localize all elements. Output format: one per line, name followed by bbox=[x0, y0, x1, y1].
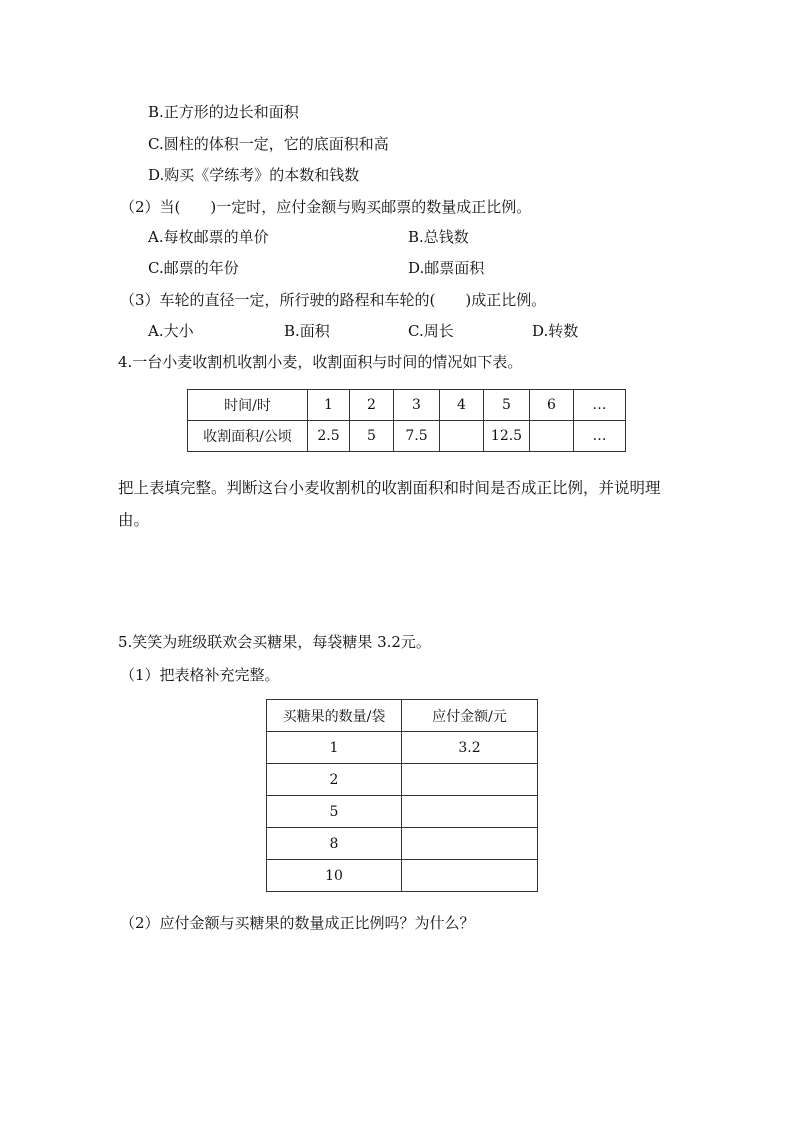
blank-cell[interactable] bbox=[530, 421, 574, 452]
q3-option-d: D.购买《学练考》的本数和钱数 bbox=[148, 166, 360, 184]
table-cell: 2 bbox=[267, 764, 402, 796]
table-cell: … bbox=[574, 390, 626, 421]
candy-table-header bbox=[267, 700, 538, 732]
harvest-table bbox=[187, 389, 626, 452]
q3-part2-option-b: B.总钱数 bbox=[408, 228, 469, 246]
q5-stem: 5.笑笑为班级联欢会买糖果，每袋糖果 3.2元。 bbox=[118, 633, 431, 651]
q3-option-c: C.圆柱的体积一定，它的底面积和高 bbox=[148, 135, 389, 153]
q3-part2-stem: （2）当( )一定时，应付金额与购买邮票的数量成正比例。 bbox=[120, 198, 532, 216]
q3-part3-option-b: B.面积 bbox=[284, 322, 330, 340]
q5-part1: （1）把表格补充完整。 bbox=[120, 666, 280, 684]
blank-cell[interactable] bbox=[402, 860, 538, 892]
table-cell: 1 bbox=[308, 390, 350, 421]
table-cell: 3 bbox=[394, 390, 440, 421]
table-cell: 10 bbox=[267, 860, 402, 892]
table-cell: 2 bbox=[350, 390, 394, 421]
table-cell: 收割面积/公顷 bbox=[188, 421, 308, 452]
q4-stem: 4.一台小麦收割机收割小麦，收割面积与时间的情况如下表。 bbox=[118, 353, 523, 371]
table-cell: 7.5 bbox=[394, 421, 440, 452]
table-cell: 8 bbox=[267, 828, 402, 860]
table-cell: 时间/时 bbox=[188, 390, 308, 421]
table-header-cell: 应付金额/元 bbox=[402, 700, 538, 732]
q3-part3-option-a: A.大小 bbox=[148, 322, 194, 340]
q3-part2-option-d: D.邮票面积 bbox=[408, 259, 485, 277]
table-row bbox=[267, 732, 538, 764]
blank-cell[interactable] bbox=[402, 764, 538, 796]
table-cell: 6 bbox=[530, 390, 574, 421]
q3-part2-option-c: C.邮票的年份 bbox=[148, 259, 239, 277]
q5-part2: （2）应付金额与买糖果的数量成正比例吗？为什么？ bbox=[120, 914, 475, 932]
harvest-table-row-time bbox=[188, 390, 626, 421]
table-header-cell: 买糖果的数量/袋 bbox=[267, 700, 402, 732]
q3-part2-option-a: A.每枚邮票的单价 bbox=[148, 228, 269, 246]
harvest-table-row-area bbox=[188, 421, 626, 452]
table-cell: 3.2 bbox=[402, 732, 538, 764]
table-cell: 1 bbox=[267, 732, 402, 764]
q4-task-line1: 把上表填完整。判断这台小麦收割机的收割面积和时间是否成正比例，并说明理 bbox=[118, 479, 661, 497]
table-cell: 12.5 bbox=[484, 421, 530, 452]
q3-part3-option-c: C.周长 bbox=[408, 322, 454, 340]
table-row bbox=[267, 828, 538, 860]
table-row bbox=[267, 860, 538, 892]
table-cell: 2.5 bbox=[308, 421, 350, 452]
table-cell: … bbox=[574, 421, 626, 452]
table-row bbox=[267, 796, 538, 828]
blank-cell[interactable] bbox=[402, 796, 538, 828]
q3-part3-option-d: D.转数 bbox=[532, 322, 579, 340]
blank-cell[interactable] bbox=[402, 828, 538, 860]
table-cell: 5 bbox=[350, 421, 394, 452]
q4-task-line2: 由。 bbox=[118, 511, 150, 529]
candy-table bbox=[266, 699, 538, 892]
table-cell: 5 bbox=[267, 796, 402, 828]
blank-cell[interactable] bbox=[440, 421, 484, 452]
table-cell: 4 bbox=[440, 390, 484, 421]
q3-part3-stem: （3）车轮的直径一定，所行驶的路程和车轮的( )成正比例。 bbox=[120, 291, 547, 309]
table-cell: 5 bbox=[484, 390, 530, 421]
table-row bbox=[267, 764, 538, 796]
q3-option-b: B.正方形的边长和面积 bbox=[148, 103, 299, 121]
